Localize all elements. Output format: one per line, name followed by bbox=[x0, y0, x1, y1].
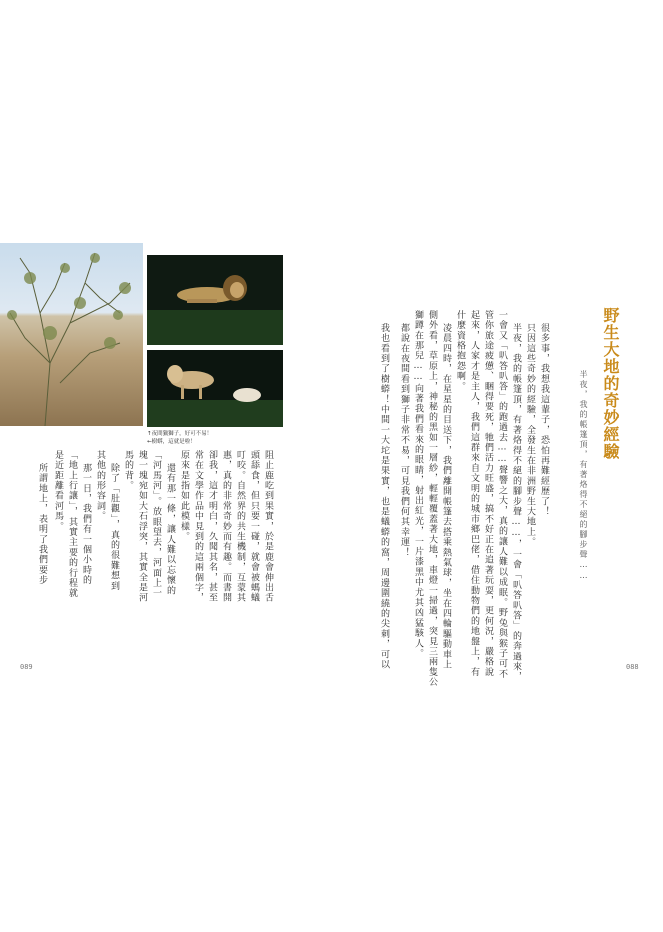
left-column-16: 是近距離看河馬。 bbox=[53, 450, 63, 532]
left-column-12: 除了「肚觀」，真的很難想到 bbox=[109, 463, 119, 592]
right-column-8: 凌晨四時，在星星的目送下，我們離開帳篷去搭乘熱氣球，坐在四輪驅動車上 bbox=[441, 323, 451, 670]
left-column-14: 那一日，我們有一個小時的 bbox=[81, 463, 91, 586]
left-column-5: 卻我，這才明白，久聞其名，甚至 bbox=[207, 450, 217, 603]
left-column-17: 所謂地上，表明了我們要步 bbox=[37, 463, 47, 586]
right-column-9: 側外看，草原上，神秘的黑如一層紗，輕輕覆蓋著大地，車燈一掃過，突見三兩隻公 bbox=[427, 310, 437, 688]
right-column-3: 半夜，我的帳篷頂，有著烙得不絕的腳步聲……，一會「叭答叭答」的奔過來， bbox=[511, 323, 521, 682]
left-column-11: 馬的背。 bbox=[123, 450, 133, 491]
article-subtitle: 半夜，我的帳篷頂，有著烙得不絕的腳步聲…… bbox=[579, 370, 588, 582]
left-column-10: 塊一塊宛如大石浮突，其實全是河 bbox=[137, 450, 147, 603]
left-column-6: 常在文學作品中見到的這兩個字， bbox=[193, 450, 203, 603]
left-page-number: 089 bbox=[20, 663, 33, 671]
right-column-10: 獅蹲在那兒……向著我們看來的眼睛，射出紅光，一片漆黑中尤其凶猛駭人。 bbox=[413, 310, 423, 659]
lions-night-photo bbox=[147, 350, 283, 427]
left-column-15: 「地上行讓」，其實主要的行程就 bbox=[67, 450, 77, 599]
lion-lying-photo bbox=[147, 255, 283, 345]
photo-caption-1: ↑夜間獵獅子，好可不易！ bbox=[147, 431, 213, 437]
left-column-9: 「河馬河」。放眼望去，河面上一 bbox=[151, 450, 161, 599]
right-page-number: 088 bbox=[626, 663, 639, 671]
right-column-7: 什麼資格抱怨啊。 bbox=[455, 310, 465, 392]
article-title: 野生大地的奇妙經驗 bbox=[601, 307, 620, 460]
right-column-11: 都說在夜間看到獅子非常不易，可見我們何其幸運！ bbox=[399, 323, 409, 558]
left-column-7: 原來是指如此模樣。 bbox=[179, 450, 189, 542]
right-column-5: 管你旅途疲憊、睏得要死，牠們活力旺盛，搞不好正在追著玩耍，更何況，嚴格說 bbox=[483, 310, 493, 678]
acacia-tree-photo bbox=[0, 243, 143, 426]
photo-caption-2: ←樹蟒，這就是啦！ bbox=[147, 439, 196, 445]
lions-at-night-illustration bbox=[147, 350, 283, 427]
left-column-1: 阻止鹿吃到果實，於是鹿會伸出舌 bbox=[263, 450, 273, 603]
left-column-4: 惠，真的非常奇妙而有趣。而書開 bbox=[221, 450, 231, 603]
acacia-tree-illustration bbox=[0, 243, 143, 426]
left-column-3: 叮咬。自然界的共生機制，互蒙其 bbox=[235, 450, 245, 603]
right-column-12: 我也看到了樹蟒！中間一大坨是果實，也是蟻蟒的窩，周邊圍繞的尖刺，可以 bbox=[379, 323, 389, 670]
right-column-6: 起來，人家才是主人，我們這群來自文明的城市鄉巴佬，借住動物們的地盤上，有 bbox=[469, 310, 479, 678]
right-column-2: 只因這些奇妙的經驗，全發生在非洲野生大地上。 bbox=[525, 323, 535, 548]
left-column-13: 其他的形容詞。 bbox=[95, 450, 105, 522]
lion-resting-illustration bbox=[147, 255, 283, 345]
right-column-4: 一會又「叭答叭答」的跑過去……聲響之大，真的讓人難以成眠。野兔與猴子可不 bbox=[497, 310, 507, 680]
left-column-8: 還有那一條，讓人難以忘懷的 bbox=[165, 463, 175, 596]
left-column-2: 頭舔食，但只要一碰，就會被螞蟻 bbox=[249, 450, 259, 603]
right-column-1: 很多事，我想我這輩子，恐怕再難經歷了！ bbox=[539, 323, 549, 517]
